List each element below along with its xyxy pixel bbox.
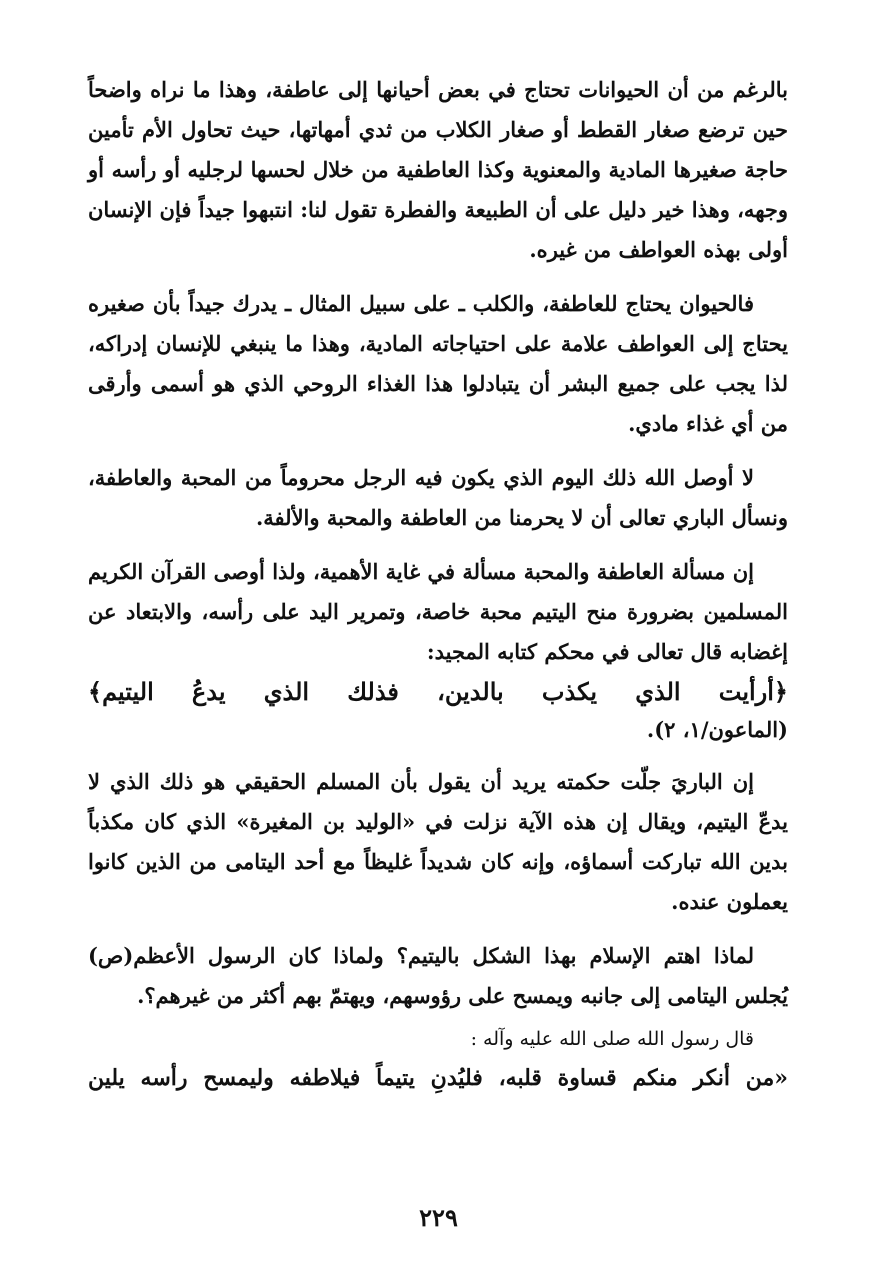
paragraph-2: فالحيوان يحتاج للعاطفة، والكلب ـ على سبيل المثال ـ يدرك جيداً بأن صغيره يحتاج إلى العواطف علامة على احتياجاته المادية، وهذا ما ينبغي للإنسان إدراكه، لذا يجب على جميع البشر أن يتبادلوا هذا الغذاء الروحي الذي هو أسمى وأرقى من أي غذاء مادي.: [88, 291, 788, 436]
verse-reference: (الماعون/١، ٢).: [646, 717, 788, 742]
page-body: [88, 70, 788, 1098]
paragraph-4: إن مسألة العاطفة والمحبة مسألة في غاية الأهمية، ولذا أوصى القرآن الكريم المسلمين بضرورة منح اليتيم محبة خاصة، وتمرير اليد على رأسه، والابتعاد عن إغضابه قال تعالى في محكم كتابه المجيد:: [88, 559, 788, 664]
paragraph-1: بالرغم من أن الحيوانات تحتاج في بعض أحيانها إلى عاطفة، وهذا ما نراه واضحاً حين ترضع صغار القطط أو صغار الكلاب من ثدي أمهاتها، حيث تحاول الأم تأمين حاجة صغيرها المادية والمعنوية وكذا العاطفية من خلال لحسها لرجليه أو رأسه أو وجهه، وهذا خير دليل على أن الطبيعة والفطرة تقول لنا: انتبهوا جيداً فإن الإنسان أولى بهذه العواطف من غيره.: [88, 77, 788, 262]
hadith-text: «من أنكر منكم قساوة قلبه، فليُدنِ يتيماً فيلاطفه وليمسح رأسه يلين: [88, 1065, 788, 1091]
hadith-intro: قال رسول الله صلى الله عليه وآله :: [470, 1028, 754, 1050]
paragraph-6: لماذا اهتم الإسلام بهذا الشكل باليتيم؟ ولماذا كان الرسول الأعظم(ص) يُجلس اليتامى إلى جانبه ويمسح على رؤوسهم، ويهتمّ بهم أكثر من غيرهم؟.: [88, 943, 788, 1008]
paragraph-5: إن الباريَ جلّت حكمته يريد أن يقول بأن المسلم الحقيقي هو ذلك الذي لا يدعّ اليتيم، ويقال إن هذه الآية نزلت في «الوليد بن المغيرة» الذي كان مكذباً بدين الله تباركت أسماؤه، وإنه كان شديداً غليظاً مع أحد اليتامى من الذين كانوا يعملون عنده.: [88, 769, 788, 914]
paragraph-3: لا أوصل الله ذلك اليوم الذي يكون فيه الرجل محروماً من المحبة والعاطفة، ونسأل الباري تعالى أن لا يحرمنا من العاطفة والمحبة والألفة.: [88, 465, 788, 530]
page-number: ٢٢٩: [419, 1203, 458, 1232]
quran-verse: ﴿أرأيت الذي يكذب بالدين، فذلك الذي يدعُ اليتيم﴾: [88, 677, 788, 706]
